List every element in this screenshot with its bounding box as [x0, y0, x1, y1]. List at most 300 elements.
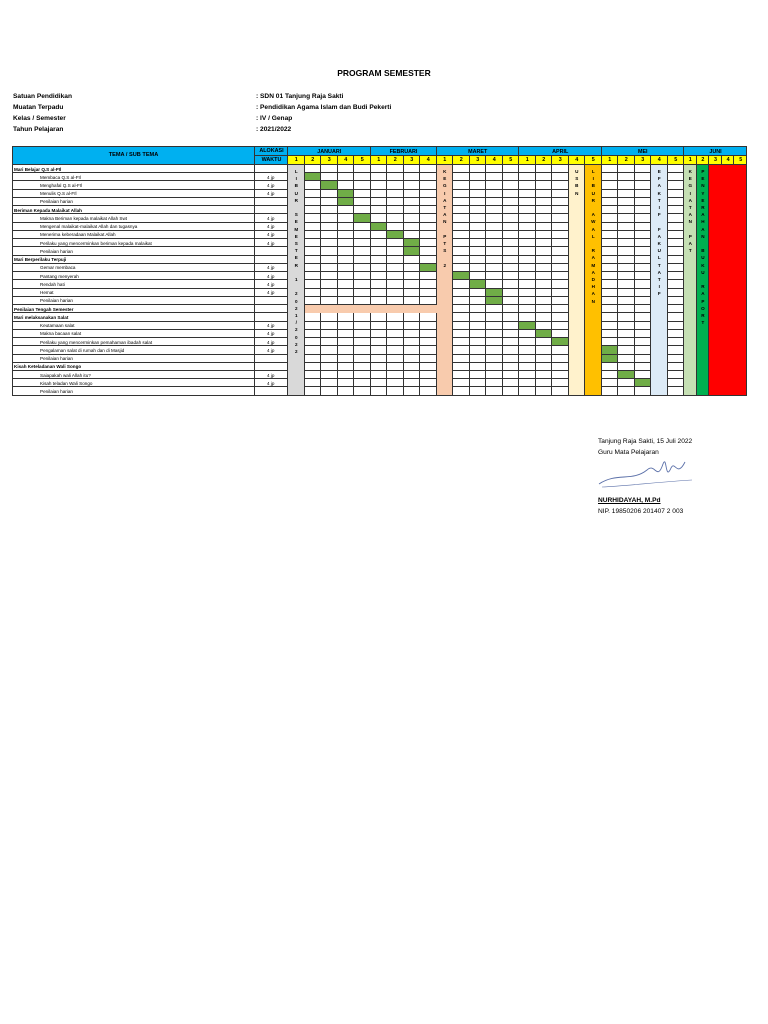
- week-number: [697, 156, 710, 165]
- week-cell: [602, 280, 619, 288]
- week-cell: [668, 173, 685, 181]
- label-char: H: [701, 219, 705, 225]
- week-number: [470, 156, 487, 165]
- label-char: T: [701, 320, 705, 326]
- label-char: H: [591, 284, 595, 290]
- week-label: 1: [608, 157, 612, 163]
- label-char: U: [657, 248, 661, 254]
- penyerahan-raport-column: [697, 165, 710, 396]
- week-cell: [602, 297, 619, 305]
- gantt-block: [453, 272, 470, 280]
- table-row: [12, 346, 255, 354]
- week-cell: [305, 289, 322, 297]
- label-char: U: [701, 269, 705, 275]
- alokasi-cell: [255, 206, 288, 214]
- week-number: [734, 156, 747, 165]
- week-cell: [453, 280, 470, 288]
- week-cell: [338, 346, 355, 354]
- week-cell: [354, 181, 371, 189]
- gantt-block: [635, 379, 652, 387]
- week-cell: [305, 330, 322, 338]
- info-value: : SDN 01 Tanjung Raja Sakti: [256, 93, 344, 100]
- week-cell: [635, 206, 652, 214]
- week-cell: [305, 264, 322, 272]
- week-cell: [668, 181, 685, 189]
- week-cell: [354, 371, 371, 379]
- week-cell: [668, 198, 685, 206]
- week-cell: [602, 338, 619, 346]
- gantt-block: [354, 214, 371, 222]
- week-cell: [371, 264, 388, 272]
- week-cell: [618, 297, 635, 305]
- label-char: [296, 269, 297, 276]
- label-char: N: [701, 183, 705, 189]
- week-cell: [387, 355, 404, 363]
- label-char: P: [443, 233, 447, 239]
- week-cell: [387, 297, 404, 305]
- label-char: F: [657, 226, 661, 232]
- label-char: F: [657, 212, 661, 218]
- week-cell: [404, 313, 421, 321]
- label-char: A: [688, 241, 692, 247]
- row-label: Gemar membaca: [40, 265, 76, 271]
- week-cell: [371, 346, 388, 354]
- week-cell: [536, 247, 553, 255]
- week-cell: [404, 206, 421, 214]
- label-char: T: [657, 262, 661, 268]
- label-char: R: [294, 197, 298, 203]
- week-cell: [602, 247, 619, 255]
- month-label: APRIL: [552, 148, 569, 155]
- alokasi-value: 4 jp: [267, 265, 275, 271]
- week-cell: [404, 379, 421, 387]
- row-label: Penilaian harian: [40, 388, 73, 394]
- week-cell: [470, 264, 487, 272]
- label-char: I: [295, 176, 297, 182]
- week-cell: [503, 322, 520, 330]
- week-cell: [668, 330, 685, 338]
- label-char: [296, 204, 297, 211]
- week-cell: [486, 313, 503, 321]
- alokasi-value: 4 jp: [267, 191, 275, 197]
- week-cell: [618, 355, 635, 363]
- week-cell: [305, 223, 322, 231]
- month-header: [602, 146, 685, 156]
- label-char: Y: [701, 190, 705, 196]
- week-cell: [371, 330, 388, 338]
- week-label: 5: [509, 157, 513, 163]
- week-cell: [602, 256, 619, 264]
- week-cell: [519, 346, 536, 354]
- week-cell: [404, 190, 421, 198]
- label-char: A: [657, 233, 661, 239]
- week-cell: [503, 371, 520, 379]
- alokasi-cell: [255, 231, 288, 239]
- week-cell: [668, 231, 685, 239]
- week-cell: [635, 256, 652, 264]
- week-number: [722, 156, 735, 165]
- week-cell: [536, 214, 553, 222]
- week-cell: [552, 272, 569, 280]
- row-label: Penilaian harian: [40, 298, 73, 304]
- label-char: E: [657, 169, 661, 174]
- libur-semester-column-label: [288, 168, 305, 355]
- week-cell: [453, 247, 470, 255]
- gantt-block: [305, 173, 322, 181]
- week-cell: [404, 223, 421, 231]
- week-cell: [387, 214, 404, 222]
- header-alokasi: [255, 146, 288, 156]
- week-cell: [470, 165, 487, 173]
- table-row: [12, 330, 255, 338]
- week-cell: [470, 231, 487, 239]
- week-cell: [536, 181, 553, 189]
- week-cell: [338, 387, 355, 395]
- gantt-block: [387, 231, 404, 239]
- week-label: 3: [558, 157, 562, 163]
- week-cell: [338, 297, 355, 305]
- week-cell: [635, 214, 652, 222]
- week-cell: [371, 231, 388, 239]
- week-cell: [371, 256, 388, 264]
- label-char: B: [294, 183, 298, 189]
- gantt-block: [602, 355, 619, 363]
- week-cell: [519, 239, 536, 247]
- week-cell: [354, 247, 371, 255]
- week-cell: [635, 322, 652, 330]
- kegiatan-pat-column: [684, 165, 697, 396]
- week-label: 3: [713, 157, 717, 163]
- label-char: 2: [294, 349, 298, 355]
- row-label: Penilaian Tengah Semester: [14, 306, 74, 312]
- week-cell: [387, 322, 404, 330]
- week-cell: [420, 338, 437, 346]
- week-cell: [668, 206, 685, 214]
- week-cell: [371, 214, 388, 222]
- label-char: S: [575, 176, 579, 182]
- week-cell: [338, 181, 355, 189]
- alokasi-value: 4 jp: [267, 215, 275, 221]
- row-label: Beriman Kepada Malaikat Allah: [14, 207, 82, 213]
- week-label: 4: [726, 157, 730, 163]
- week-cell: [503, 247, 520, 255]
- table-row: [12, 165, 255, 173]
- label-char: [593, 240, 594, 247]
- week-cell: [519, 305, 536, 313]
- label-char: I: [444, 190, 446, 196]
- info-value: : IV / Genap: [256, 115, 293, 122]
- month-label: MEI: [637, 148, 648, 155]
- week-cell: [470, 379, 487, 387]
- week-cell: [453, 181, 470, 189]
- week-cell: [668, 338, 685, 346]
- week-label: 1: [377, 157, 381, 163]
- week-cell: [354, 198, 371, 206]
- week-cell: [668, 313, 685, 321]
- table-row: [12, 289, 255, 297]
- week-cell: [420, 346, 437, 354]
- week-cell: [305, 313, 322, 321]
- alokasi-value: 4 jp: [267, 339, 275, 345]
- week-cell: [354, 256, 371, 264]
- gantt-block: [404, 239, 421, 247]
- row-label: Penilaian harian: [40, 248, 73, 254]
- week-cell: [321, 371, 338, 379]
- week-number: [288, 156, 305, 165]
- week-cell: [338, 256, 355, 264]
- week-cell: [371, 190, 388, 198]
- signer-role: Guru Mata Pelajaran: [598, 449, 659, 456]
- alokasi-cell: [255, 247, 288, 255]
- week-cell: [470, 181, 487, 189]
- label-char: L: [591, 169, 595, 174]
- week-label: 1: [525, 157, 529, 163]
- week-cell: [519, 272, 536, 280]
- week-cell: [453, 363, 470, 371]
- table-row: [12, 297, 255, 305]
- week-cell: [420, 247, 437, 255]
- week-cell: [635, 346, 652, 354]
- label-char: T: [443, 241, 447, 247]
- week-cell: [305, 214, 322, 222]
- week-cell: [338, 338, 355, 346]
- row-label: Keutamaan salat: [40, 323, 75, 329]
- alokasi-value: 4 jp: [267, 232, 275, 238]
- row-label: Hemat: [40, 290, 54, 296]
- label-char: T: [688, 248, 692, 254]
- week-cell: [668, 280, 685, 288]
- week-cell: [404, 338, 421, 346]
- week-cell: [305, 280, 322, 288]
- pts-row-band: [305, 305, 437, 313]
- week-cell: [503, 289, 520, 297]
- week-cell: [503, 231, 520, 239]
- label-char: U: [701, 255, 705, 261]
- week-cell: [387, 330, 404, 338]
- week-cell: [371, 322, 388, 330]
- week-cell: [552, 181, 569, 189]
- row-label: Pantang menyerah: [40, 273, 79, 279]
- week-cell: [668, 346, 685, 354]
- week-cell: [470, 206, 487, 214]
- week-cell: [519, 330, 536, 338]
- week-cell: [519, 363, 536, 371]
- week-cell: [618, 379, 635, 387]
- label-char: P: [688, 233, 692, 239]
- week-cell: [635, 363, 652, 371]
- week-cell: [519, 247, 536, 255]
- week-cell: [618, 305, 635, 313]
- week-cell: [453, 264, 470, 272]
- week-label: 5: [591, 157, 595, 163]
- week-label: 2: [542, 157, 546, 163]
- week-label: 2: [459, 157, 463, 163]
- week-cell: [321, 363, 338, 371]
- week-cell: [420, 387, 437, 395]
- label-char: A: [443, 212, 447, 218]
- table-row: [12, 239, 255, 247]
- week-cell: [635, 239, 652, 247]
- week-cell: [503, 379, 520, 387]
- week-cell: [602, 322, 619, 330]
- week-cell: [618, 239, 635, 247]
- week-cell: [602, 231, 619, 239]
- week-label: 3: [410, 157, 414, 163]
- label-char: N: [591, 298, 595, 304]
- week-cell: [519, 190, 536, 198]
- label-char: E: [294, 255, 298, 261]
- alokasi-cell: [255, 313, 288, 321]
- week-cell: [668, 264, 685, 272]
- label-char: L: [657, 255, 661, 261]
- week-cell: [618, 247, 635, 255]
- week-cell: [338, 272, 355, 280]
- table-row: [12, 305, 255, 313]
- week-cell: [519, 297, 536, 305]
- week-cell: [519, 280, 536, 288]
- week-cell: [321, 272, 338, 280]
- row-label: Perilaku yang mencerminkan beriman kepada malaikat: [40, 240, 152, 246]
- efaktif-column: [651, 165, 668, 396]
- week-cell: [635, 297, 652, 305]
- alokasi-cell: [255, 272, 288, 280]
- table-row: [12, 322, 255, 330]
- label-char: K: [701, 262, 705, 268]
- week-number: [371, 156, 388, 165]
- week-cell: [387, 190, 404, 198]
- month-header: [288, 146, 371, 156]
- info-label: Satuan Pendidikan: [13, 93, 72, 100]
- week-cell: [404, 214, 421, 222]
- row-label: Rendah hati: [40, 281, 65, 287]
- label-char: 2: [443, 262, 447, 268]
- week-cell: [552, 280, 569, 288]
- week-cell: [453, 338, 470, 346]
- week-cell: [338, 214, 355, 222]
- week-cell: [387, 346, 404, 354]
- row-label: Penilaian harian: [40, 199, 73, 205]
- label-char: E: [701, 176, 705, 182]
- label-char: A: [591, 269, 595, 275]
- label-char: [593, 204, 594, 211]
- week-cell: [536, 322, 553, 330]
- week-cell: [371, 272, 388, 280]
- week-number: [519, 156, 536, 165]
- week-cell: [305, 355, 322, 363]
- week-cell: [536, 280, 553, 288]
- week-cell: [305, 165, 322, 173]
- label-char: S: [443, 248, 447, 254]
- label-char: I: [658, 284, 660, 290]
- label-char: [702, 240, 703, 247]
- week-cell: [404, 363, 421, 371]
- label-char: F: [657, 176, 661, 182]
- label-char: O: [701, 305, 705, 311]
- week-cell: [338, 313, 355, 321]
- info-label: Tahun Pelajaran: [13, 126, 64, 133]
- month-header: [371, 146, 437, 156]
- week-cell: [338, 371, 355, 379]
- label-char: [690, 226, 691, 233]
- label-char: R: [591, 197, 595, 203]
- week-cell: [305, 363, 322, 371]
- week-label: 2: [311, 157, 315, 163]
- label-char: A: [701, 226, 705, 232]
- week-cell: [486, 363, 503, 371]
- gantt-block: [486, 297, 503, 305]
- row-label: Mari melaksanakan Salat: [14, 314, 69, 320]
- label-char: K: [443, 169, 447, 174]
- week-cell: [420, 379, 437, 387]
- week-cell: [338, 223, 355, 231]
- table-row: [12, 387, 255, 395]
- label-char: B: [575, 183, 579, 189]
- gantt-block: [420, 264, 437, 272]
- week-cell: [618, 280, 635, 288]
- alokasi-cell: [255, 346, 288, 354]
- penyerahan-raport-column-label: [697, 168, 710, 326]
- week-cell: [486, 214, 503, 222]
- page-title: PROGRAM SEMESTER: [337, 68, 431, 78]
- week-cell: [321, 214, 338, 222]
- week-cell: [453, 313, 470, 321]
- week-cell: [387, 256, 404, 264]
- week-cell: [618, 223, 635, 231]
- week-cell: [453, 355, 470, 363]
- week-cell: [387, 280, 404, 288]
- week-cell: [503, 338, 520, 346]
- week-cell: [338, 231, 355, 239]
- week-cell: [552, 223, 569, 231]
- week-cell: [552, 297, 569, 305]
- alokasi-cell: [255, 181, 288, 189]
- week-cell: [503, 190, 520, 198]
- week-label: 4: [492, 157, 496, 163]
- week-cell: [536, 346, 553, 354]
- week-cell: [354, 280, 371, 288]
- table-row: [12, 272, 255, 280]
- week-cell: [519, 198, 536, 206]
- week-cell: [305, 371, 322, 379]
- week-cell: [321, 289, 338, 297]
- week-cell: [536, 313, 553, 321]
- label-char: T: [688, 205, 692, 211]
- week-cell: [635, 190, 652, 198]
- alokasi-value: 4 jp: [267, 347, 275, 353]
- info-label: Muatan Terpadu: [13, 104, 64, 111]
- week-cell: [503, 305, 520, 313]
- libur-semester-2-column: [709, 165, 747, 396]
- week-cell: [420, 371, 437, 379]
- week-cell: [668, 247, 685, 255]
- row-label: Mari Belajar Q.S al-Fīl: [14, 166, 62, 172]
- week-cell: [602, 165, 619, 173]
- week-cell: [453, 297, 470, 305]
- week-cell: [536, 272, 553, 280]
- libur-semester-column: [288, 165, 305, 396]
- week-cell: [503, 223, 520, 231]
- gantt-block: [338, 198, 355, 206]
- week-number: [536, 156, 553, 165]
- week-cell: [552, 256, 569, 264]
- week-cell: [338, 363, 355, 371]
- week-cell: [635, 313, 652, 321]
- week-cell: [338, 355, 355, 363]
- label-char: R: [591, 248, 595, 254]
- label-char: W: [591, 219, 596, 225]
- label-char: I: [658, 205, 660, 211]
- alokasi-cell: [255, 330, 288, 338]
